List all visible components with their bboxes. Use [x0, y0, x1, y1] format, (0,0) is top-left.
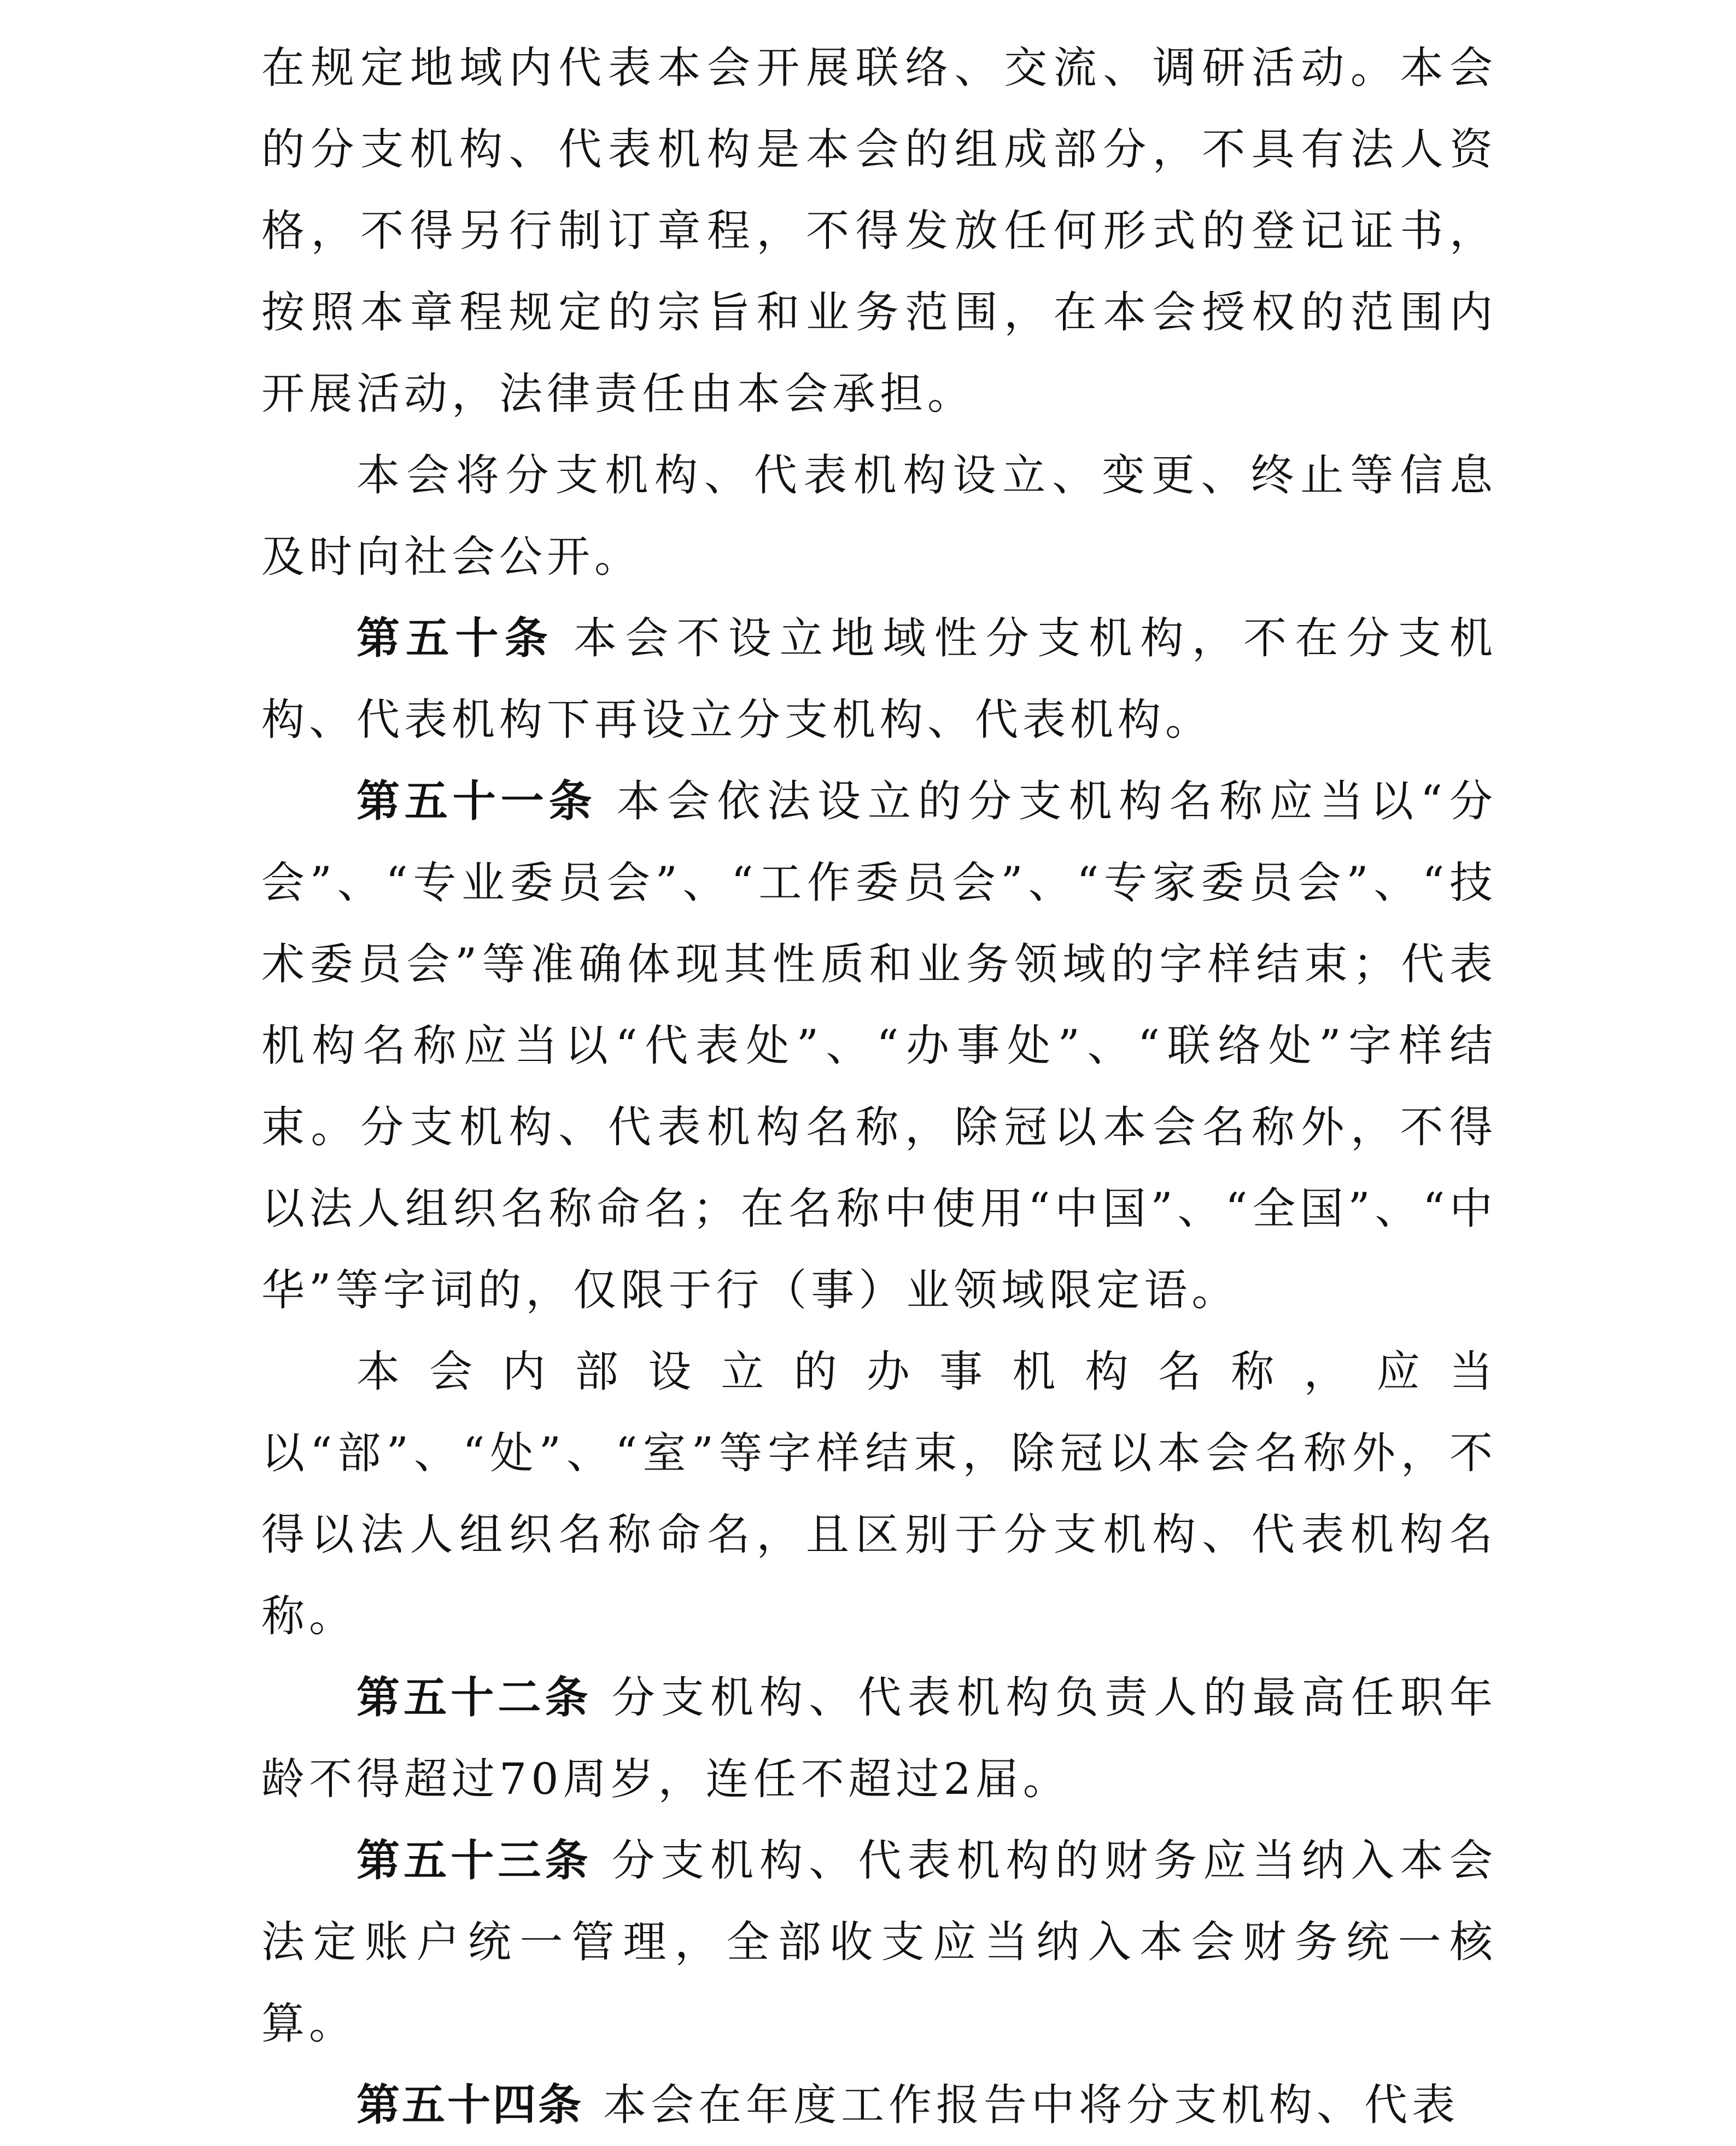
- article-53: [261, 1820, 1497, 2065]
- article-50: [261, 598, 1497, 761]
- paragraph-text: 本会不设立地域性分支机构，不在分支机构、代表机构下再设立分支机构、代表机构。: [261, 613, 1498, 745]
- article-heading: 第五十一条: [356, 776, 597, 826]
- paragraph-text: 分支机构、代表机构的财务应当纳入本会法定账户统一管理，全部收支应当纳入本会财务统一核算。: [261, 1835, 1498, 2049]
- article-heading: 第五十四条: [356, 2080, 583, 2130]
- paragraph-internal-offices: [261, 1331, 1497, 1657]
- article-54: [261, 2065, 1497, 2146]
- paragraph-text: 分支机构、代表机构负责人的最高任职年龄不得超过70周岁，连任不超过2届。: [261, 1672, 1498, 1804]
- paragraph-text: 本会将分支机构、代表机构设立、变更、终止等信息及时向社会公开。: [261, 450, 1497, 582]
- article-heading: 第五十条: [356, 613, 554, 663]
- paragraph-disclosure: [261, 435, 1497, 598]
- paragraph-text: 在规定地域内代表本会开展联络、交流、调研活动。本会的分支机构、代表机构是本会的组成部分，不具有法人资格，不得另行制订章程，不得发放任何形式的登记证书，按照本章程规定的宗旨和业务范围，在本会授权的范围内开展活动，法律责任由本会承担。: [261, 43, 1497, 419]
- paragraph-text: 本会在年度工作报告中将分支机构、代表: [603, 2080, 1459, 2130]
- article-51: [261, 761, 1497, 1331]
- paragraph-branch-status: [261, 27, 1497, 435]
- article-heading: 第五十二条: [356, 1672, 592, 1723]
- paragraph-text: 本会内部设立的办事机构名称，应当以“部”、“处”、“室”等字样结束，除冠以本会名称外，不得以法人组织名称命名，且区别于分支机构、代表机构名称。: [261, 1346, 1497, 1641]
- article-heading: 第五十三条: [356, 1835, 592, 1886]
- article-52: [261, 1657, 1497, 1820]
- paragraph-text: 本会依法设立的分支机构名称应当以“分会”、“专业委员会”、“工作委员会”、“专家委员会”、“技术委员会”等准确体现其性质和业务领域的字样结束；代表机构名称应当以“代表处”、“办事处”、“联络处”字样结束。分支机构、代表机构名称，除冠以本会名称外，不得以法人组织名称命名；在名称中使用“中国”、“全国”、“中华”等字词的，仅限于行（事）业领域限定语。: [261, 776, 1498, 1315]
- document-page: [261, 27, 1497, 2146]
